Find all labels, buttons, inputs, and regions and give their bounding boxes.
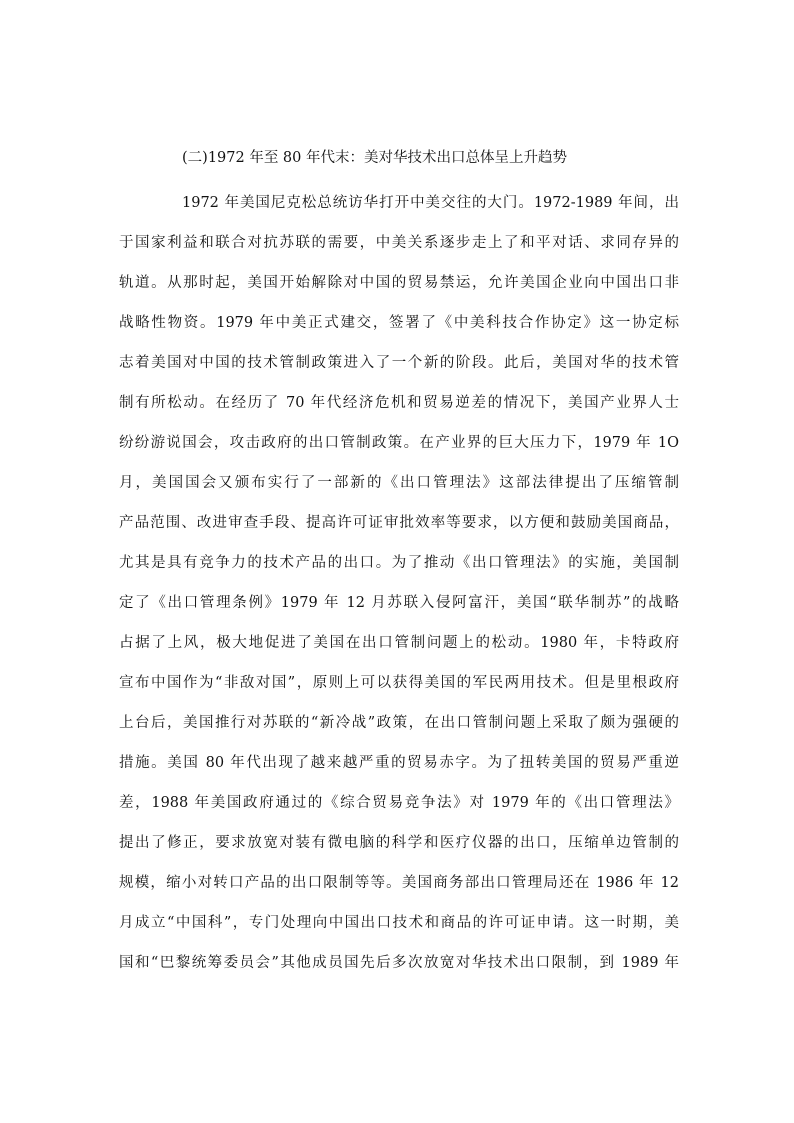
- paragraph-line-1: 1972 年美国尼克松总统访华打开中美交往的大门。1972-1989 年间，出: [182, 195, 679, 211]
- paragraph-line-5: 志着美国对中国的技术管制政策进入了一个新的阶段。此后，美国对华的技术管: [119, 355, 679, 371]
- paragraph-line-14: 上台后，美国推行对苏联的“新冷战”政策，在出口管制问题上采取了颇为强硬的: [119, 715, 679, 731]
- paragraph-line-19: 月成立“中国科”，专门处理向中国出口技术和商品的许可证申请。这一时期，美: [119, 915, 679, 931]
- paragraph-line-12: 占据了上风，极大地促进了美国在出口管制问题上的松动。1980 年，卡特政府: [119, 635, 679, 651]
- paragraph-line-4: 战略性物资。1979 年中美正式建交，签署了《中美科技合作协定》这一协定标: [119, 315, 679, 331]
- paragraph-line-2: 于国家利益和联合对抗苏联的需要，中美关系逐步走上了和平对话、求同存异的: [119, 235, 679, 251]
- section-heading: (二)1972 年至 80 年代末：美对华技术出口总体呈上升趋势: [182, 150, 567, 166]
- paragraph-line-18: 规模，缩小对转口产品的出口限制等等。美国商务部出口管理局还在 1986 年 12: [119, 875, 679, 891]
- paragraph-line-17: 提出了修正，要求放宽对装有微电脑的科学和医疗仪器的出口，压缩单边管制的: [119, 835, 679, 851]
- paragraph-line-10: 尤其是具有竞争力的技术产品的出口。为了推动《出口管理法》的实施，美国制: [119, 555, 679, 571]
- paragraph-line-6: 制有所松动。在经历了 70 年代经济危机和贸易逆差的情况下，美国产业界人士: [119, 395, 679, 411]
- paragraph-line-11: 定了《出口管理条例》1979 年 12 月苏联入侵阿富汗，美国“联华制苏”的战略: [119, 595, 679, 611]
- paragraph-line-7: 纷纷游说国会，攻击政府的出口管制政策。在产业界的巨大压力下，1979 年 1O: [119, 435, 679, 451]
- paragraph-line-8: 月，美国国会又颁布实行了一部新的《出口管理法》这部法律提出了压缩管制: [119, 475, 679, 491]
- paragraph-line-13: 宣布中国作为“非敌对国”，原则上可以获得美国的军民两用技术。但是里根政府: [119, 675, 679, 691]
- paragraph-line-3: 轨道。从那时起，美国开始解除对中国的贸易禁运，允许美国企业向中国出口非: [119, 275, 679, 291]
- paragraph-line-9: 产品范围、改进审查手段、提高许可证审批效率等要求，以方便和鼓励美国商品，: [119, 515, 679, 531]
- paragraph-line-20: 国和“巴黎统筹委员会”其他成员国先后多次放宽对华技术出口限制，到 1989 年: [119, 955, 679, 971]
- paragraph-line-16: 差，1988 年美国政府通过的《综合贸易竞争法》对 1979 年的《出口管理法》: [119, 795, 679, 811]
- paragraph-line-15: 措施。美国 80 年代出现了越来越严重的贸易赤字。为了扭转美国的贸易严重逆: [119, 755, 679, 771]
